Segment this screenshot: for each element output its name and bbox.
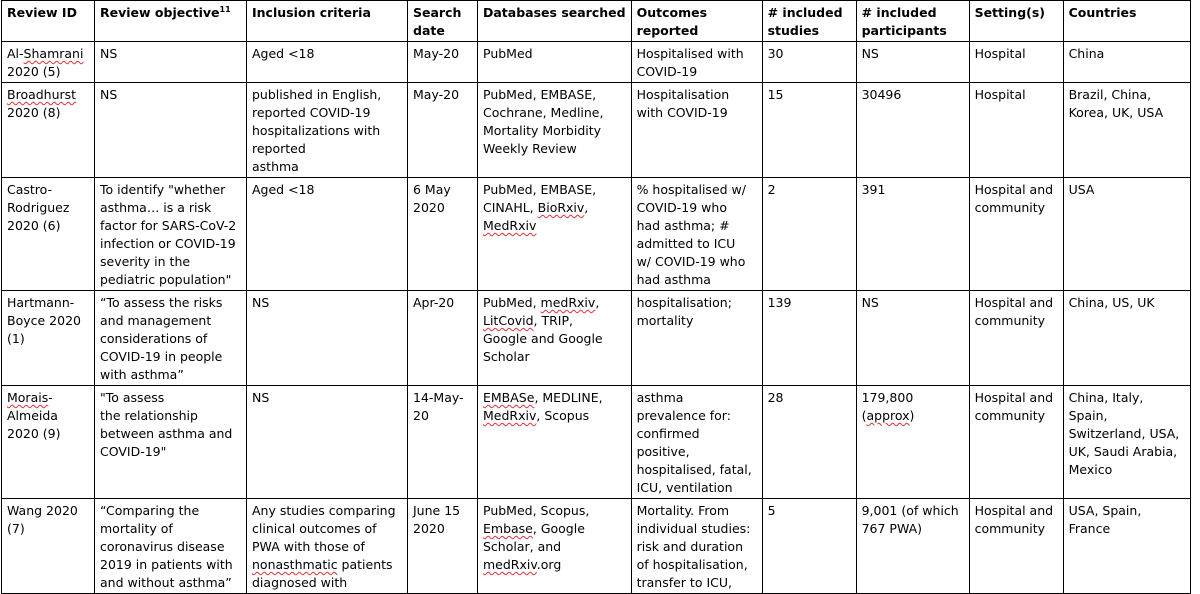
- cell-text: May-20: [413, 87, 460, 102]
- spellcheck-underline: LitCovid: [483, 313, 534, 328]
- header-text: date: [413, 23, 445, 38]
- cell-text: asthma: [252, 159, 299, 174]
- cell-text: 5: [767, 503, 776, 518]
- cell-text: China: [1068, 46, 1105, 61]
- spellcheck-underline: nonasthmatic: [252, 557, 338, 572]
- spellcheck-underline: BioRxiv: [537, 200, 585, 215]
- cell-inclusion-criteria: [247, 178, 408, 291]
- cell-text: published in English,: [252, 87, 382, 102]
- cell-outcomes-reported: [631, 178, 762, 291]
- table-body: [2, 42, 1191, 594]
- table-row: [2, 42, 1191, 83]
- cell-text: prevalence for:: [636, 408, 731, 423]
- cell-text: 139: [767, 295, 792, 310]
- cell-text: Hospital and: [974, 295, 1054, 310]
- cell-text: Hospital: [974, 46, 1026, 61]
- spellcheck-underline: MedRxiv: [483, 218, 537, 233]
- header-text: Review objective$^{11}$: [100, 4, 231, 20]
- cell-countries: [1063, 83, 1190, 178]
- cell-text: 9,001 (of which: [861, 503, 959, 518]
- header-review-objective: [95, 1, 247, 42]
- header-inclusion-criteria: [247, 1, 408, 42]
- cell-text: 14-May-: [413, 390, 464, 405]
- header-text: Review ID: [7, 5, 77, 20]
- cell-settings: [969, 386, 1063, 499]
- cell-text: Rodriguez: [7, 200, 70, 215]
- cell-text: China, US, UK: [1068, 295, 1155, 310]
- cell-text: China, Italy,: [1068, 390, 1144, 405]
- cell-review-id: [2, 386, 95, 499]
- cell-text: EMBASe, MEDLINE,: [483, 390, 603, 405]
- cell-text: infection or COVID-19: [100, 236, 236, 251]
- cell-text: Boyce 2020: [7, 313, 81, 328]
- cell-text: “Comparing the: [100, 503, 200, 518]
- cell-text: LitCovid, TRIP,: [483, 313, 573, 328]
- cell-text: Hospital and: [974, 390, 1054, 405]
- table-row: [2, 83, 1191, 178]
- cell-settings: [969, 291, 1063, 386]
- cell-text: with COVID-19: [636, 105, 728, 120]
- cell-text: PubMed, EMBASE,: [483, 87, 597, 102]
- table-header: [2, 1, 1191, 42]
- cell-inclusion-criteria: [247, 83, 408, 178]
- cell-text: (approx): [861, 408, 915, 423]
- header-row: [2, 1, 1191, 42]
- cell-text: factor for SARS-CoV-2: [100, 218, 237, 233]
- cell-text: 391: [861, 182, 886, 197]
- footnote-marker: 11: [219, 4, 231, 14]
- header-text: Databases searched: [483, 5, 626, 20]
- cell-text: and management: [100, 313, 212, 328]
- cell-text: 30: [767, 46, 784, 61]
- header-text: reported: [636, 23, 699, 38]
- cell-text: Switzerland, USA,: [1068, 426, 1180, 441]
- cell-text: Hospital and: [974, 182, 1054, 197]
- header-text: Outcomes: [636, 5, 708, 20]
- spellcheck-underline: EMBASe: [483, 390, 535, 405]
- cell-text: Aged <18: [252, 182, 315, 197]
- header-settings: [969, 1, 1063, 42]
- cell-text: MedRxiv, Scopus: [483, 408, 590, 423]
- cell-countries: [1063, 386, 1190, 499]
- review-comparison-table: [1, 0, 1191, 594]
- cell-review-objective: [95, 499, 247, 594]
- header-text: Countries: [1068, 5, 1137, 20]
- cell-text: nonasthmatic patients: [252, 557, 393, 572]
- cell-outcomes-reported: [631, 291, 762, 386]
- cell-text: 28: [767, 390, 784, 405]
- cell-text: Spain,: [1068, 408, 1108, 423]
- header-included-studies: [762, 1, 856, 42]
- spellcheck-underline: Shamrani: [23, 46, 84, 61]
- cell-text: "To assess: [100, 390, 165, 405]
- cell-outcomes-reported: [631, 83, 762, 178]
- header-text: Inclusion criteria: [252, 5, 371, 20]
- cell-text: w/ COVID-19 who: [636, 254, 746, 269]
- spellcheck-underline: medRxiv: [540, 295, 596, 310]
- cell-text: NS: [252, 390, 270, 405]
- spellcheck-underline: Embase: [483, 521, 533, 536]
- cell-text: had asthma: [636, 272, 711, 287]
- cell-text: hospitalised, fatal,: [636, 462, 752, 477]
- cell-countries: [1063, 499, 1190, 594]
- cell-text: Al-Shamrani: [7, 46, 84, 61]
- cell-review-objective: [95, 83, 247, 178]
- cell-text: 2020 (9): [7, 426, 61, 441]
- cell-text: asthma… is a risk: [100, 200, 212, 215]
- cell-review-id: [2, 291, 95, 386]
- cell-text: ICU, ventilation: [636, 480, 733, 495]
- cell-text: asthma: [636, 390, 684, 405]
- cell-databases-searched: [478, 83, 632, 178]
- cell-settings: [969, 42, 1063, 83]
- table-row: [2, 178, 1191, 291]
- header-text: # included: [861, 5, 937, 20]
- cell-included-studies: [762, 178, 856, 291]
- cell-text: 179,800: [861, 390, 914, 405]
- cell-text: Mexico: [1068, 462, 1113, 477]
- cell-review-id: [2, 42, 95, 83]
- header-outcomes-reported: [631, 1, 762, 42]
- cell-text: coronavirus disease: [100, 539, 225, 554]
- cell-text: transfer to ICU,: [636, 575, 732, 590]
- cell-text: Hartmann-: [7, 295, 75, 310]
- cell-inclusion-criteria: [247, 291, 408, 386]
- cell-text: UK, Saudi Arabia,: [1068, 444, 1178, 459]
- cell-text: community: [974, 521, 1046, 536]
- cell-text: community: [974, 408, 1046, 423]
- cell-text: Any studies comparing: [252, 503, 396, 518]
- cell-search-date: [408, 83, 478, 178]
- cell-text: Castro-: [7, 182, 53, 197]
- cell-text: May-20: [413, 46, 460, 61]
- cell-search-date: [408, 42, 478, 83]
- cell-inclusion-criteria: [247, 499, 408, 594]
- cell-text: 2020 (6): [7, 218, 61, 233]
- cell-inclusion-criteria: [247, 42, 408, 83]
- cell-included-participants: [856, 386, 969, 499]
- cell-text: hospitalizations with: [252, 123, 381, 138]
- cell-text: [483, 217, 626, 235]
- cell-text: PWA with those of: [252, 539, 365, 554]
- cell-text: reported COVID-19: [252, 105, 371, 120]
- cell-text: Almeida: [7, 408, 58, 423]
- cell-text: community: [974, 200, 1046, 215]
- cell-text: 2: [767, 182, 776, 197]
- cell-included-studies: [762, 42, 856, 83]
- cell-databases-searched: [478, 386, 632, 499]
- cell-text: (1): [7, 331, 25, 346]
- cell-countries: [1063, 42, 1190, 83]
- cell-text: Scholar, and: [483, 539, 562, 554]
- cell-text: severity in the: [100, 254, 191, 269]
- cell-text: had asthma; #: [636, 218, 730, 233]
- cell-text: Hospital: [974, 87, 1026, 102]
- cell-text: Brazil, China,: [1068, 87, 1152, 102]
- cell-included-participants: [856, 83, 969, 178]
- cell-text: To identify "whether: [100, 182, 226, 197]
- cell-review-objective: [95, 178, 247, 291]
- header-included-participants: [856, 1, 969, 42]
- cell-included-studies: [762, 499, 856, 594]
- cell-text: USA: [1068, 182, 1095, 197]
- cell-review-id: [2, 178, 95, 291]
- cell-included-participants: [856, 178, 969, 291]
- cell-text: COVID-19": [100, 444, 167, 459]
- spellcheck-underline: approx: [866, 408, 910, 423]
- cell-text: % hospitalised w/: [636, 182, 746, 197]
- cell-text: June 15: [413, 503, 461, 518]
- cell-databases-searched: [478, 499, 632, 594]
- cell-search-date: [408, 386, 478, 499]
- cell-text: 2019 in patients with: [100, 557, 233, 572]
- header-text: studies: [767, 23, 820, 38]
- cell-text: Hospital and: [974, 503, 1054, 518]
- cell-outcomes-reported: [631, 386, 762, 499]
- cell-text: and without asthma”: [100, 575, 232, 590]
- cell-text: Cochrane, Medline,: [483, 105, 604, 120]
- cell-text: [7, 86, 89, 104]
- header-search-date: [408, 1, 478, 42]
- cell-review-objective: [95, 291, 247, 386]
- cell-included-studies: [762, 83, 856, 178]
- cell-text: Morais-: [7, 390, 53, 405]
- cell-text: PubMed: [483, 46, 533, 61]
- spellcheck-underline: Morais: [7, 390, 49, 405]
- cell-search-date: [408, 291, 478, 386]
- cell-text: Korea, UK, USA: [1068, 105, 1164, 120]
- cell-text: 2020 (5): [7, 64, 61, 79]
- cell-review-objective: [95, 42, 247, 83]
- cell-text: considerations of: [100, 331, 208, 346]
- cell-text: hospitalisation;: [636, 295, 732, 310]
- cell-text: COVID-19 who: [636, 200, 727, 215]
- cell-text: (7): [7, 521, 25, 536]
- spellcheck-underline: medRxiv: [483, 557, 537, 572]
- cell-text: PubMed, medRxiv,: [483, 295, 600, 310]
- cell-inclusion-criteria: [247, 386, 408, 499]
- cell-text: Mortality Morbidity: [483, 123, 602, 138]
- header-text: # included: [767, 5, 843, 20]
- cell-text: 2020: [413, 200, 445, 215]
- header-text: participants: [861, 23, 947, 38]
- cell-text: USA, Spain,: [1068, 503, 1142, 518]
- cell-included-studies: [762, 386, 856, 499]
- cell-text: positive,: [636, 444, 690, 459]
- cell-text: 15: [767, 87, 784, 102]
- cell-text: confirmed: [636, 426, 700, 441]
- header-text: Setting(s): [974, 5, 1046, 20]
- cell-databases-searched: [478, 178, 632, 291]
- header-text: Search: [413, 5, 462, 20]
- cell-text: 6 May: [413, 182, 451, 197]
- cell-review-id: [2, 83, 95, 178]
- cell-text: risk and duration: [636, 539, 744, 554]
- cell-text: clinical outcomes of: [252, 521, 377, 536]
- table-row: [2, 499, 1191, 594]
- cell-text: PubMed, EMBASE,: [483, 182, 597, 197]
- cell-text: France: [1068, 521, 1111, 536]
- cell-text: PubMed, Scopus,: [483, 503, 590, 518]
- cell-text: individual studies:: [636, 521, 751, 536]
- spellcheck-underline: MedRxiv: [483, 408, 537, 423]
- cell-settings: [969, 499, 1063, 594]
- cell-text: Mortality. From: [636, 503, 730, 518]
- cell-review-objective: [95, 386, 247, 499]
- cell-included-participants: [856, 42, 969, 83]
- cell-text: “To assess the risks: [100, 295, 223, 310]
- cell-search-date: [408, 178, 478, 291]
- table-row: [2, 386, 1191, 499]
- cell-text: 767 PWA): [861, 521, 923, 536]
- cell-text: the relationship: [100, 408, 198, 423]
- cell-text: community: [974, 313, 1046, 328]
- cell-text: 20: [413, 408, 429, 423]
- cell-text: NS: [861, 46, 879, 61]
- cell-text: reported: [252, 141, 306, 156]
- cell-text: Weekly Review: [483, 141, 577, 156]
- header-countries: [1063, 1, 1190, 42]
- spellcheck-underline: Broadhurst: [7, 87, 77, 102]
- cell-text: COVID-19 in people: [100, 349, 223, 364]
- cell-text: between asthma and: [100, 426, 233, 441]
- cell-settings: [969, 83, 1063, 178]
- cell-text: Scholar: [483, 349, 530, 364]
- cell-text: mortality of: [100, 521, 173, 536]
- cell-text: diagnosed with: [252, 575, 348, 590]
- header-databases-searched: [478, 1, 632, 42]
- cell-text: Wang 2020: [7, 503, 78, 518]
- header-review-id: [2, 1, 95, 42]
- cell-databases-searched: [478, 291, 632, 386]
- cell-text: Hospitalised with: [636, 46, 744, 61]
- cell-text: Google and Google: [483, 331, 603, 346]
- cell-text: COVID-19: [636, 64, 698, 79]
- cell-text: NS: [861, 295, 879, 310]
- cell-text: admitted to ICU: [636, 236, 736, 251]
- cell-text: medRxiv.org: [483, 557, 562, 572]
- cell-outcomes-reported: [631, 42, 762, 83]
- cell-text: NS: [252, 295, 270, 310]
- cell-included-participants: [856, 291, 969, 386]
- cell-text: Apr-20: [413, 295, 455, 310]
- cell-text: NS: [100, 87, 118, 102]
- cell-text: 30496: [861, 87, 902, 102]
- cell-text: 2020: [413, 521, 445, 536]
- cell-text: mortality: [636, 313, 694, 328]
- cell-text: pediatric population": [100, 272, 232, 287]
- cell-text: Aged <18: [252, 46, 315, 61]
- cell-text: 2020 (8): [7, 105, 61, 120]
- cell-text: CINAHL, BioRxiv,: [483, 200, 589, 215]
- cell-included-participants: [856, 499, 969, 594]
- cell-review-id: [2, 499, 95, 594]
- cell-text: Embase, Google: [483, 521, 585, 536]
- cell-countries: [1063, 291, 1190, 386]
- cell-countries: [1063, 178, 1190, 291]
- table-row: [2, 291, 1191, 386]
- cell-databases-searched: [478, 42, 632, 83]
- cell-text: with asthma”: [100, 367, 184, 382]
- cell-text: Hospitalisation: [636, 87, 730, 102]
- cell-outcomes-reported: [631, 499, 762, 594]
- cell-search-date: [408, 499, 478, 594]
- cell-included-studies: [762, 291, 856, 386]
- cell-text: of hospitalisation,: [636, 557, 748, 572]
- cell-text: NS: [100, 46, 118, 61]
- cell-settings: [969, 178, 1063, 291]
